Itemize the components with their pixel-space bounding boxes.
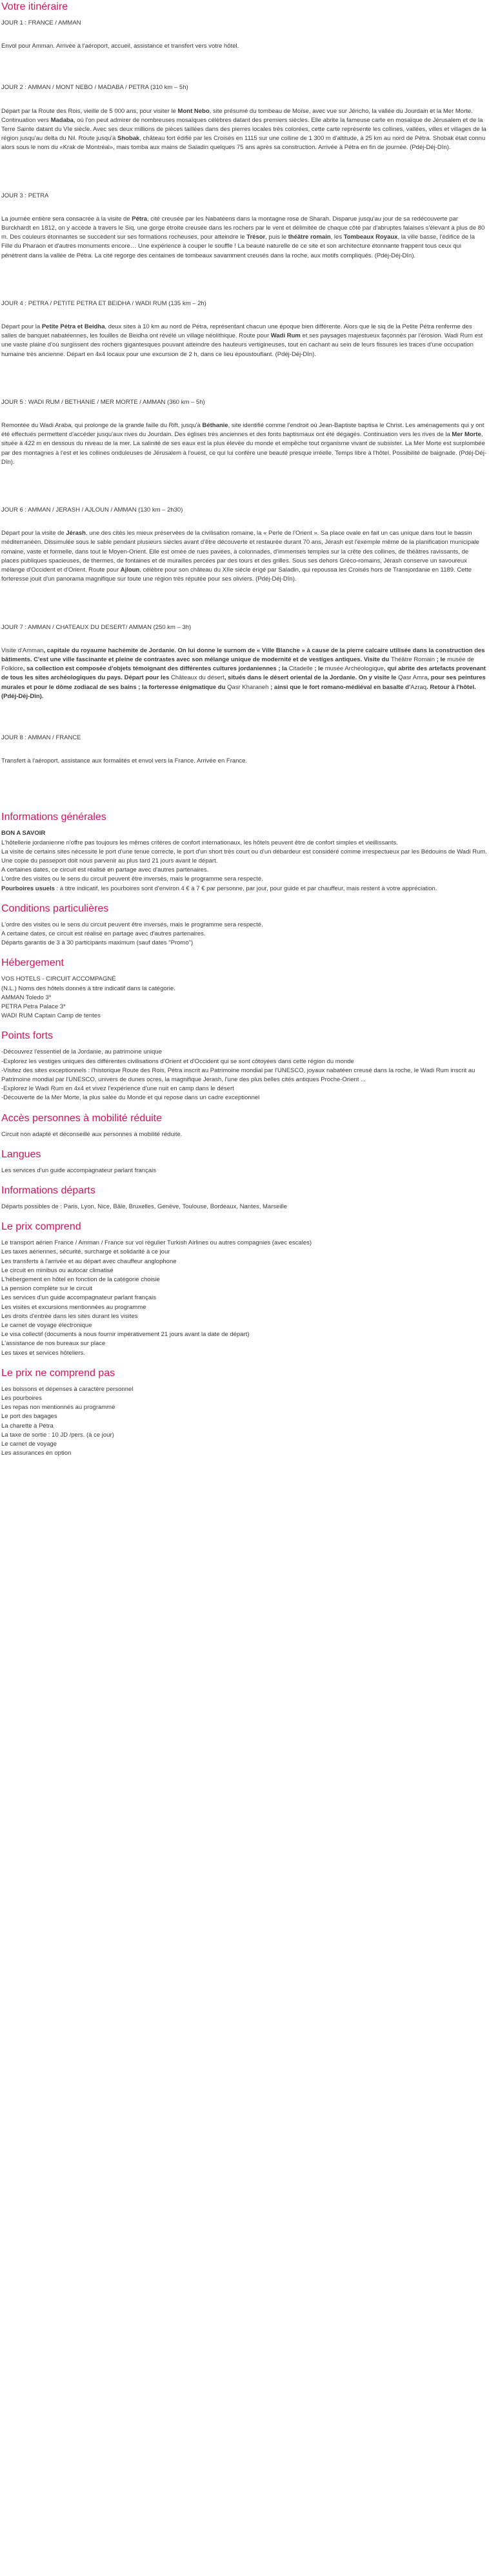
day-text-part: La journée entière sera consacrée à la visite de bbox=[1, 215, 132, 223]
day-text-part: , château fort édifié par les Croisés en 1115 sur une colline de 1 300 m d'altitude, à 25 km au nord de Pétra. Shobak était connu alors sous le nom du «Krak de Montréal», mais tomba aux mains de Saladin quelques 75 ans après sa construction. Arrivée à Pétra en fin de journée. (Pdéj-Déj-Dîn). bbox=[1, 135, 486, 152]
tips-text: : à titre indicatif, les pourboires sont d'environ 4 € à 7 € par personne, par jour, pour guide et par chauffeur, mais restent à votre appréciation. bbox=[54, 884, 437, 892]
day-text bbox=[1, 529, 488, 584]
day-title: JOUR 3 : PETRA bbox=[1, 192, 49, 199]
day-spacer bbox=[1, 162, 488, 192]
day-text-part: musée Archéologique bbox=[324, 665, 384, 673]
day-text-part: Départ par la Route des Rois, vieille de 5 000 ans, pour visiter le bbox=[1, 107, 178, 115]
day-text-part: et ses paysages majestueux façonnés par l'érosion. Wadi Rum est une vaste plaine d'où surgissent des rochers gigantesques pouvant atteindre des hauteurs vertigineuses, tout en cachant au sein de leurs fissures les traces d'une occupation humaine très ancienne. Départ en 4x4 locaux pour une excursion de 2 h, dans ce lieu époustouflant. (Pdéj-Déj-Dîn). bbox=[1, 332, 483, 358]
text-line: A certaines dates, ce circuit est réalisé en partage avec d'autres partenaires. bbox=[1, 866, 209, 874]
day-text: Transfert à l'aéroport, assistance aux formalités et envol vers la France. Arrivée en France. bbox=[1, 757, 248, 765]
itinerary-days bbox=[1, 19, 488, 804]
text-line: -Découverte de la Mer Morte, la plus salée du Monde et qui repose dans un cadre exceptionnel bbox=[1, 1094, 260, 1102]
tips-line bbox=[1, 884, 488, 894]
day-text-part: Azraq bbox=[410, 683, 427, 691]
text-line: VOS HOTELS - CIRCUIT ACCOMPAGNÉ bbox=[1, 975, 116, 983]
day-block bbox=[1, 734, 488, 766]
text-line: L'ordre des visites ou le sens du circuit peuvent être inversés, mais le programme sera respecté. bbox=[1, 921, 263, 928]
text-line: Le circuit en minibus ou autocar climatisé bbox=[1, 1266, 114, 1274]
day-highlight: Petite Pétra et Beidha bbox=[41, 323, 105, 331]
departs-text: Départs possibles de : Paris, Lyon, Nice, Bâle, Bruxelles, Genève, Toulouse, Bordeaux, Nantes, Marseille bbox=[1, 1203, 288, 1210]
acces-text: Circuit non adapté et déconseillé aux personnes à mobilité réduite. bbox=[1, 1130, 183, 1138]
langues-text: Les services d'un guide accompagnateur parlant français bbox=[1, 1166, 156, 1174]
day-title: JOUR 5 : WADI RUM / BETHANIE / MER MORTE / AMMAN (360 km – 5h) bbox=[1, 398, 205, 406]
day-text bbox=[1, 107, 488, 153]
day-highlight: Trésor bbox=[246, 234, 266, 241]
text-line: Les taxes aériennes, sécurité, surcharge et solidarité à ce jour bbox=[1, 1248, 170, 1256]
day-block bbox=[1, 398, 488, 467]
acces-title: Accès personnes à mobilité réduite bbox=[1, 1112, 163, 1124]
conditions-lines bbox=[1, 921, 488, 948]
prix-comprend-lines bbox=[1, 1239, 488, 1358]
text-line: Départs garantis de 3 à 30 participants maximum (sauf dates "Promo") bbox=[1, 939, 194, 947]
day-block bbox=[1, 192, 488, 261]
day-spacer bbox=[1, 710, 488, 734]
day-text bbox=[1, 421, 488, 467]
day-block bbox=[1, 623, 488, 701]
general-title: Informations générales bbox=[1, 812, 106, 823]
day-text-part: Châteaux du désert bbox=[170, 674, 225, 682]
day-highlight: Jérash bbox=[66, 530, 86, 537]
hebergement-title: Hébergement bbox=[1, 957, 64, 969]
day-highlight: Pétra bbox=[132, 215, 148, 223]
day-highlight: ; le bbox=[435, 655, 448, 663]
points-forts-title: Points forts bbox=[1, 1030, 54, 1042]
day-block bbox=[1, 19, 488, 51]
day-text bbox=[1, 215, 488, 261]
day-text-part: , cité creusée par les Nabatéens dans la montagne rose de Sharah. Disparue jusqu'au jour de sa redécouverte par Burckhardt en 1812, on y accède à travers le Siq, une gorge étroite creusée dans les rochers par le vent et délimitée de chaque côté par d'abruptes falaises s'élevant à plus de 80 m. Des couleurs étonnantes se succèdent sur ses formations rocheuses, pour atteindre le bbox=[1, 215, 485, 241]
text-line: La charette à Pétra bbox=[1, 1422, 54, 1430]
day-title: JOUR 1 : FRANCE / AMMAN bbox=[1, 19, 81, 26]
day-highlight: ; le bbox=[312, 665, 325, 673]
text-line: La taxe de sortie : 10 JD /pers. (à ce jour) bbox=[1, 1431, 114, 1439]
day-highlight: , qui abrite des artefacts provenant de tous les sites archéologiques du pays. Départ pour les bbox=[1, 665, 486, 682]
day-spacer bbox=[1, 476, 488, 506]
day-highlight: ; ainsi que le fort romano-médiéval en basalte d' bbox=[268, 683, 411, 691]
day-text-part: Visite d'Amman bbox=[1, 646, 44, 654]
day-highlight: théâtre romain bbox=[288, 234, 331, 241]
day-block bbox=[1, 506, 488, 584]
day-title: JOUR 8 : AMMAN / FRANCE bbox=[1, 734, 81, 741]
day-text-part: , située à 422 m en dessous du niveau de la mer. La salinité de ses eaux est la plus élevée du monde et empêche tout organisme vivant de subsister. La Mer Morte est surplombée par des montagnes à l'est et les collines onduleuses de Jérusalem à l'ouest, ce qui lui confère une beauté presque irréelle. Temps libre à l'hôtel. Possibilité de baignade. (Pdéj-Déj-Dîn). bbox=[1, 431, 486, 466]
general-lines bbox=[1, 839, 488, 884]
day-text-part: , site présumé du tombeau de Moïse, avec vue sur Jéricho, la vallée du Jourdain et la Mer Morte. Continuation vers bbox=[1, 107, 473, 124]
text-line: Le transport aérien France / Amman / France sur vol régulier Turkish Airlines ou autres compagnies (avec escales) bbox=[1, 1239, 312, 1247]
day-highlight: , situés dans le désert oriental de la Jordanie. On y visite le bbox=[224, 674, 399, 682]
day-text-part: , site identifié comme l'endroit où Jean-Baptiste baptisa le Christ. Les aménagements qui y ont été effectués permettent d'accéder jusqu'aux rives du Jourdain. Des églises très anciennes et des fonts baptismaux ont été dégagés. Continuation vers les rives de la bbox=[1, 422, 484, 439]
day-title: JOUR 7 : AMMAN / CHATEAUX DU DESERT/ AMMAN (250 km – 3h) bbox=[1, 623, 192, 631]
text-line: -Explorez le Wadi Rum en 4x4 et vivez l'expérience d'une nuit en camp dans le désert bbox=[1, 1085, 234, 1093]
text-line: AMMAN Toledo 3* bbox=[1, 993, 52, 1001]
text-line: Les droits d'entrée dans les sites durant les visites bbox=[1, 1312, 138, 1320]
text-line: L'ordre des visites ou le sens du circuit peuvent être inversés, mais le programme sera respecté. bbox=[1, 875, 263, 883]
prix-comprend-title: Le prix comprend bbox=[1, 1221, 81, 1233]
day-highlight: , pour ses peintures murales et pour le dôme zodiacal de ses bains ; la forteresse énigmatique du bbox=[1, 674, 486, 691]
langues-title: Langues bbox=[1, 1148, 41, 1160]
conditions-title: Conditions particulières bbox=[1, 903, 109, 914]
day-block bbox=[1, 83, 488, 152]
tips-label: Pourboires usuels bbox=[1, 884, 55, 892]
day-highlight: Mont Nebo bbox=[177, 107, 210, 115]
day-highlight: Tombeaux Royaux bbox=[343, 234, 398, 241]
general-subtitle: BON A SAVOIR bbox=[1, 830, 46, 837]
text-line: Les pourboires bbox=[1, 1395, 42, 1403]
hebergement-lines bbox=[1, 975, 488, 1021]
day-text bbox=[1, 646, 488, 701]
day-highlight: . Retour à l'hôtel. (Pdéj-Déj-Dîn). bbox=[1, 683, 476, 700]
day-text-part: , une des cités les mieux préservées de la civilisation romaine, la « Perle de l'Orient ». Sa place ovale en fait un cas unique dans tout le bassin méditerranéen. Dissimulée sous le sable pendant plusieurs siècles avant d'être découverte et restaurée durant 70 ans, Jérash est l'exemple même de la planification municipale romaine, vaste et formelle, dans tout le Moyen-Orient. Elle est ornée de rues pavées, à colonnades, d'immenses temples sur la crête des collines, de théâtres ravissants, de places publiques spacieuses, de thermes, de fontaines et de murailles percées par des tours et des grilles. Sous ses dehors Gréco-romains, Jérash conserve un savoureux mélange d'Occident et d'Orient. Route pour bbox=[1, 530, 479, 574]
day-text-part: , où l'on peut admirer de nombreuses mosaïques célèbres datant des premiers siècles. Elle abrite la fameuse carte en mosaïque de Jérusalem et de la Terre Sainte datant du VIe siècle. Avec ses deux millions de pièces taillées dans des pierres locales très colorées, cette carte représente les collines, vallées, villes et villages de la région jusqu'au delta du Nil. Route jusqu'à bbox=[1, 116, 486, 143]
day-spacer bbox=[1, 594, 488, 623]
day-text-part: Remontée du Wadi Araba, qui prolonge de la grande faille du Rift, jusqu'à bbox=[1, 422, 203, 430]
day-text bbox=[1, 323, 488, 359]
day-spacer bbox=[1, 368, 488, 398]
text-line: A certaine dates, ce circuit est réalisé en partage avec d'autres partenaires. bbox=[1, 930, 206, 937]
day-highlight: , capitale du royaume hachémite de Jordanie. On lui donne le surnom de « Ville Blanche » à cause de la pierre calcaire utilisée dans la construction des bâtiments. C'est une ville fascinante et pleine de contrastes avec son mélange unique de modernité et de vestiges antiques. Visite du bbox=[1, 646, 485, 663]
departs-title: Informations départs bbox=[1, 1185, 95, 1196]
day-highlight: Shobak bbox=[117, 135, 140, 143]
text-line: Les services d'un guide accompagnateur parlant français bbox=[1, 1294, 156, 1302]
day-text-part: musée de Folklore bbox=[1, 655, 474, 673]
text-line: Une copie du passeport doit nous parvenir au plus tard 21 jours avant le départ. bbox=[1, 857, 218, 864]
day-text-part: Théâtre Romain bbox=[390, 655, 435, 663]
text-line: PETRA Petra Palace 3* bbox=[1, 1003, 66, 1010]
text-line: Les repas non mentionnés au programme bbox=[1, 1404, 115, 1412]
text-line: Les taxes et services hôteliers. bbox=[1, 1349, 85, 1357]
day-block bbox=[1, 299, 488, 359]
text-line: La visite de certains sites nécessite le port d'une tenue correcte, le port d'un short très court ou d'un débardeur est considéré comme irrespectueux par les Bédouins de Wadi Rum. bbox=[1, 848, 487, 855]
day-highlight: , sa collection est composée d'objets témoignant des différentes cultures jordaniennes ; la bbox=[23, 665, 289, 673]
text-line: La pension complète sur le circuit bbox=[1, 1285, 92, 1293]
day-highlight: Ajloun bbox=[120, 566, 140, 574]
text-line: WADI RUM Captain Camp de tentes bbox=[1, 1012, 101, 1020]
day-title: JOUR 6 : AMMAN / JERASH / AJLOUN / AMMAN (130 km – 2h30) bbox=[1, 506, 183, 514]
day-highlight: Mer Morte bbox=[452, 431, 481, 439]
text-line: L'hébergement en hôtel en fonction de la catégorie choisie bbox=[1, 1276, 160, 1284]
day-text-part: , la ville basse, l'édifice de la Fille du Pharaon et d'autres monuments encore… Une expérience à couper le souffle ! La beauté naturelle de ce site et son architecture étonnante frappent tous ceux qui pénètrent dans la vallée de Pétra. La cité regorge des centaines de tombeaux savamment creusés dans la roche, aux motifs compliqués. (Pdéj-Déj-Dîn). bbox=[1, 234, 475, 259]
text-line: L'hôtellerie jordanienne n'offre pas toujours les mêmes critères de confort internationaux, les hôtels peuvent être de confort simples et vieillissants. bbox=[1, 839, 398, 846]
day-highlight: Madaba bbox=[50, 116, 74, 124]
day-text-part: Départ pour la bbox=[1, 323, 42, 331]
text-line: Les transferts à l'arrivée et au départ avec chauffeur anglophone bbox=[1, 1257, 177, 1265]
text-line: Le port des bagages bbox=[1, 1413, 57, 1421]
prix-ne-comprend-lines bbox=[1, 1385, 488, 1459]
day-spacer bbox=[1, 270, 488, 299]
day-text-part: , puis le bbox=[265, 234, 288, 241]
day-text-part: Départ pour la visite de bbox=[1, 530, 66, 537]
day-highlight: Béthanie bbox=[202, 422, 228, 430]
text-line: Le carnet de voyage bbox=[1, 1441, 57, 1448]
text-line: Les assurances en option bbox=[1, 1450, 72, 1457]
text-line: Les visites et excursions mentionnées au programme bbox=[1, 1303, 146, 1311]
points-forts-lines bbox=[1, 1048, 488, 1103]
text-line: -Explorez les vestiges uniques des différentes civilisations d'Orient et d'Occident qui se sont côtoyées dans cette région du monde bbox=[1, 1057, 354, 1065]
day-spacer bbox=[1, 775, 488, 804]
day-text-part: Citadelle bbox=[288, 665, 313, 673]
day-highlight: Wadi Rum bbox=[270, 332, 301, 340]
text-line: L'assistance de nos bureaux sur place bbox=[1, 1340, 106, 1348]
text-line: Le visa collectif (documents à nous fournir impérativement 21 jours avant la date de départ) bbox=[1, 1331, 250, 1339]
day-text-part: , célèbre pour son château du XIIe siècle érigé par Saladin, qui repoussa les Croisés hors de Transjordanie en 1189. Cette forteresse jouit d'un panorama magnifique sur toute une région très réputée pour ses oliviers. (Pdéj-Déj-Dîn). bbox=[1, 566, 472, 583]
text-line: Les boissons et dépenses à caractère personnel bbox=[1, 1385, 134, 1393]
text-line: -Visitez des sites exceptionnels : l'historique Route des Rois, Pétra inscrit au Patrimoine mondial par l'UNESCO, joyaux nabatéen creusé dans la roche, le Wadi Rum inscrit au Patrimoine mondial par l'UNESCO, univers de dunes ocres, la magnifique Jerash, l'une des plus belles cités antiques Proche-Orient ... bbox=[1, 1066, 475, 1083]
text-line: -Découvrez l'essentiel de la Jordanie, au patrimoine unique bbox=[1, 1048, 162, 1056]
day-title: JOUR 2 : AMMAN / MONT NEBO / MADABA / PETRA (310 km – 5h) bbox=[1, 84, 188, 92]
prix-ne-comprend-title: Le prix ne comprend pas bbox=[1, 1367, 115, 1379]
day-text: Envol pour Amman. Arrivée à l'aéroport, accueil, assistance et transfert vers votre hôtel. bbox=[1, 43, 239, 50]
day-text-part: Qasr Kharaneh bbox=[227, 683, 269, 691]
itinerary-title: Votre itinéraire bbox=[1, 1, 68, 12]
day-text-part: Qasr Amra bbox=[398, 674, 428, 682]
day-title: JOUR 4 : PETRA / PETITE PETRA ET BEIDHA / WADI RUM (135 km – 2h) bbox=[1, 299, 206, 307]
general-section bbox=[1, 829, 488, 893]
text-line: (N.L.) Noms des hôtels donnés à titre indicatif dans la catégorie. bbox=[1, 984, 175, 992]
day-spacer bbox=[1, 60, 488, 83]
day-text-part: , les bbox=[330, 234, 344, 241]
day-text-part: , deux sites à 10 km au nord de Pétra, représentant chacun une époque bien différente. Alors que le siq de la Petite Pétra renferme des salles de banquet nabatéennes, les fouilles de Beidha ont révélé un village néolithique. Route pour bbox=[1, 323, 472, 340]
text-line: Le carnet de voyage électronique bbox=[1, 1322, 92, 1330]
